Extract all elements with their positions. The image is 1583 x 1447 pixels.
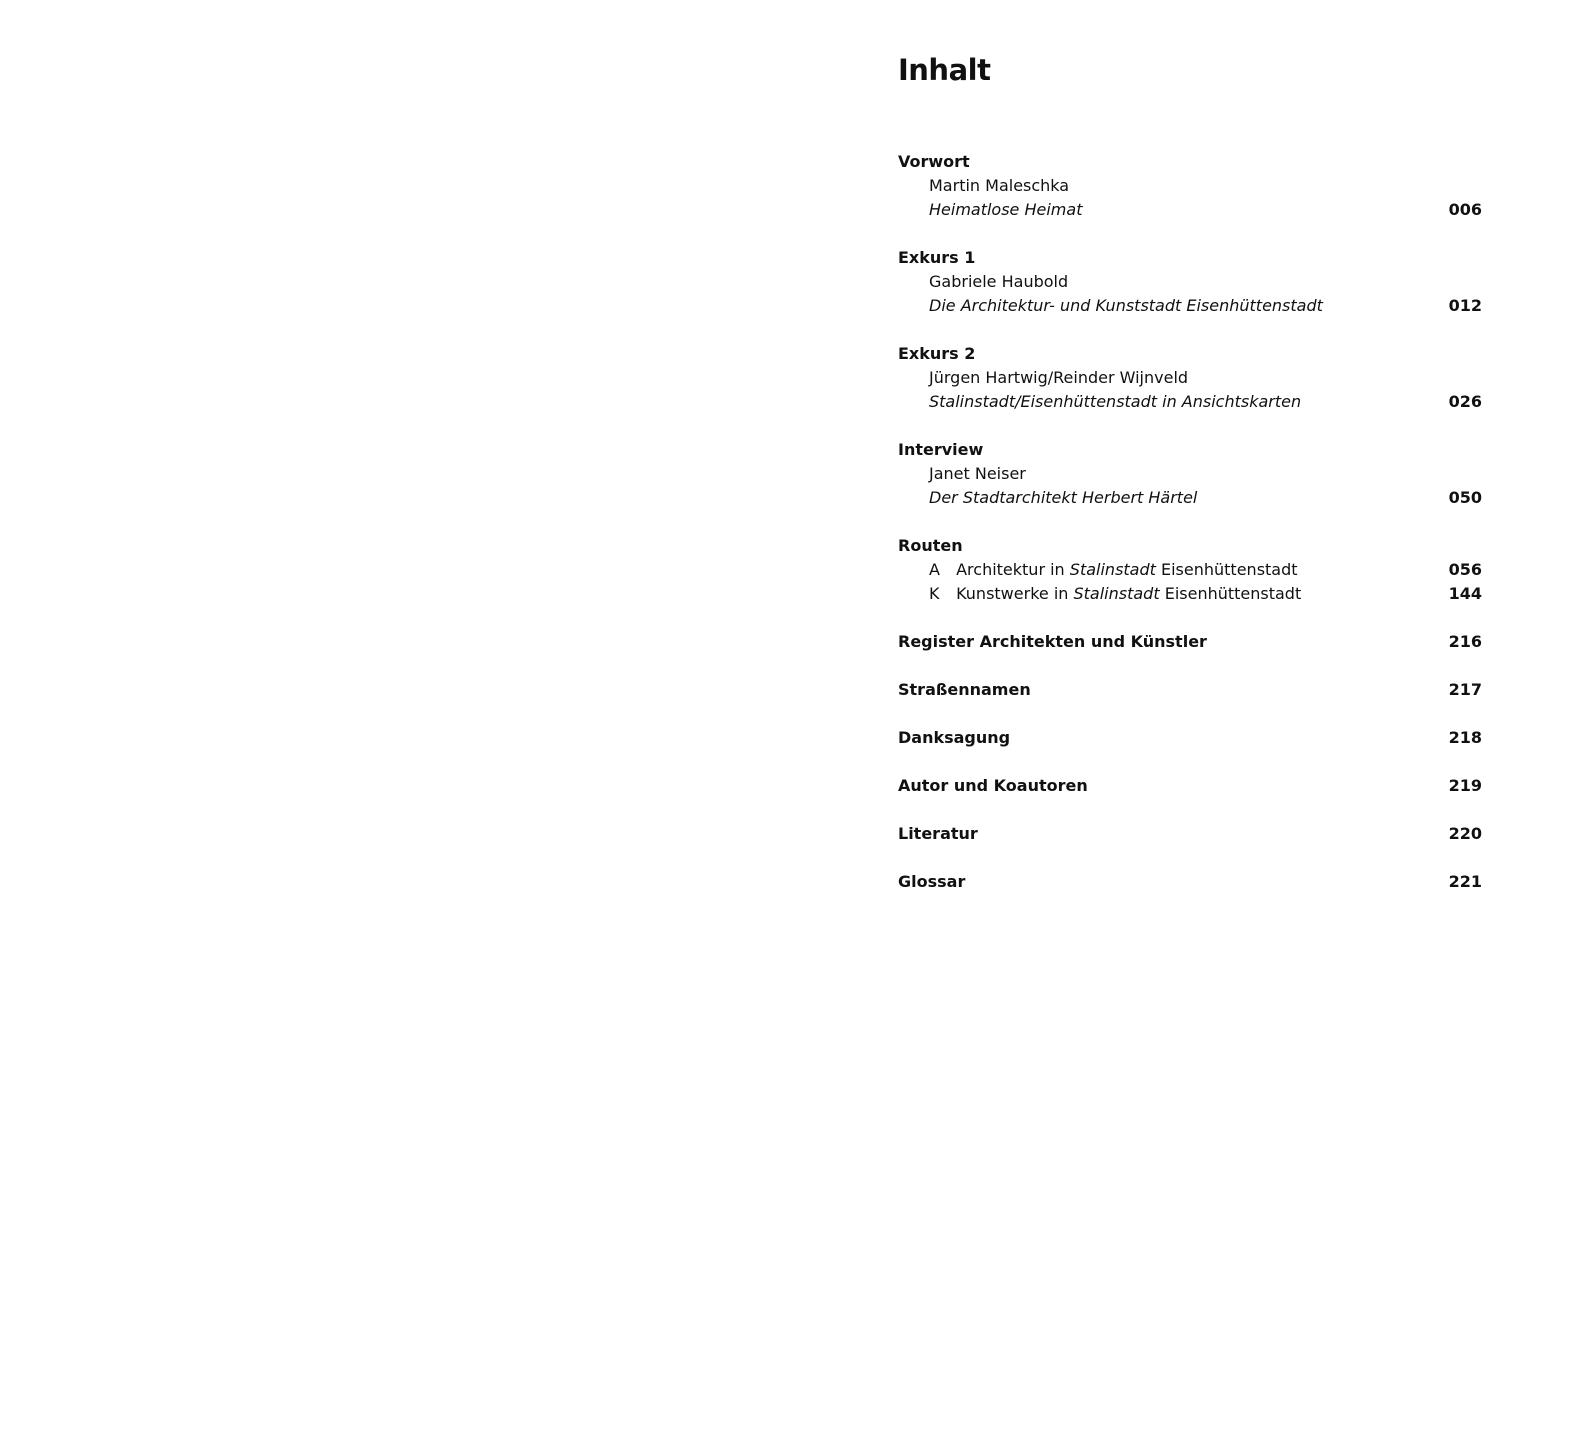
toc-author: Janet Neiser [929,464,1026,483]
route-text-post: Eisenhüttenstadt [1161,560,1298,579]
toc-route-k [898,582,1482,606]
page-number: 050 [1448,488,1482,507]
toc-entry-glossar [898,870,1482,894]
route-letter: A [929,560,940,579]
toc-heading-exkurs-1: Exkurs 1 [898,248,976,267]
page-number: 221 [1448,872,1482,891]
page-number: 012 [1448,296,1482,315]
route-text-post: Eisenhüttenstadt [1164,584,1302,603]
toc-subtitle: Die Architektur- und Kunststadt Eisenhüttenstadt [929,296,1323,315]
toc-heading-exkurs-2: Exkurs 2 [898,344,976,363]
route-text-em: Stalinstadt [1073,584,1160,603]
page-number: 216 [1448,632,1482,651]
toc-author: Gabriele Haubold [929,272,1069,291]
route-letter: K [929,584,940,603]
toc-entry-register [898,630,1482,654]
page-number: 220 [1448,824,1482,843]
toc-entry-exkurs-2 [898,390,1482,414]
toc-route-a [898,558,1482,582]
route-text-pre: Kunstwerke in [956,584,1069,603]
toc-label: Autor und Koautoren [898,776,1088,795]
toc-label: Danksagung [898,728,1011,747]
page-number: 219 [1448,776,1482,795]
toc-entry-strassennamen [898,678,1482,702]
toc-entry-interview [898,486,1482,510]
toc-entry-literatur [898,822,1482,846]
right-page [898,48,1482,891]
toc-entry-danksagung [898,726,1482,750]
toc-label: Straßennamen [898,680,1031,699]
route-text-em: Stalinstadt [1069,560,1156,579]
page-number: 026 [1448,392,1482,411]
toc-author: Martin Maleschka [929,176,1070,195]
route-text-pre: Architektur in [956,560,1065,579]
toc-entry-vorwort [898,198,1482,222]
toc-author: Jürgen Hartwig/Reinder Wijnveld [929,368,1189,387]
toc-entry-autoren [898,774,1482,798]
toc-label: Literatur [898,824,978,843]
toc-heading-vorwort: Vorwort [898,152,970,171]
toc-entry-exkurs-1 [898,294,1482,318]
toc-label: Glossar [898,872,966,891]
page-number: 218 [1448,728,1482,747]
page-number: 217 [1448,680,1482,699]
page-title: Inhalt [898,53,991,87]
page-number: 056 [1448,560,1482,579]
toc-heading-routen: Routen [898,536,963,555]
page-number: 144 [1448,584,1482,603]
page-number: 006 [1448,200,1482,219]
toc-heading-interview: Interview [898,440,984,459]
toc-subtitle: Heimatlose Heimat [929,200,1083,219]
toc-subtitle: Der Stadtarchitekt Herbert Härtel [929,488,1198,507]
toc-subtitle: Stalinstadt/Eisenhüttenstadt in Ansichtskarten [929,392,1302,411]
table-of-contents [898,150,1482,894]
toc-label: Register Architekten und Künstler [898,632,1207,651]
